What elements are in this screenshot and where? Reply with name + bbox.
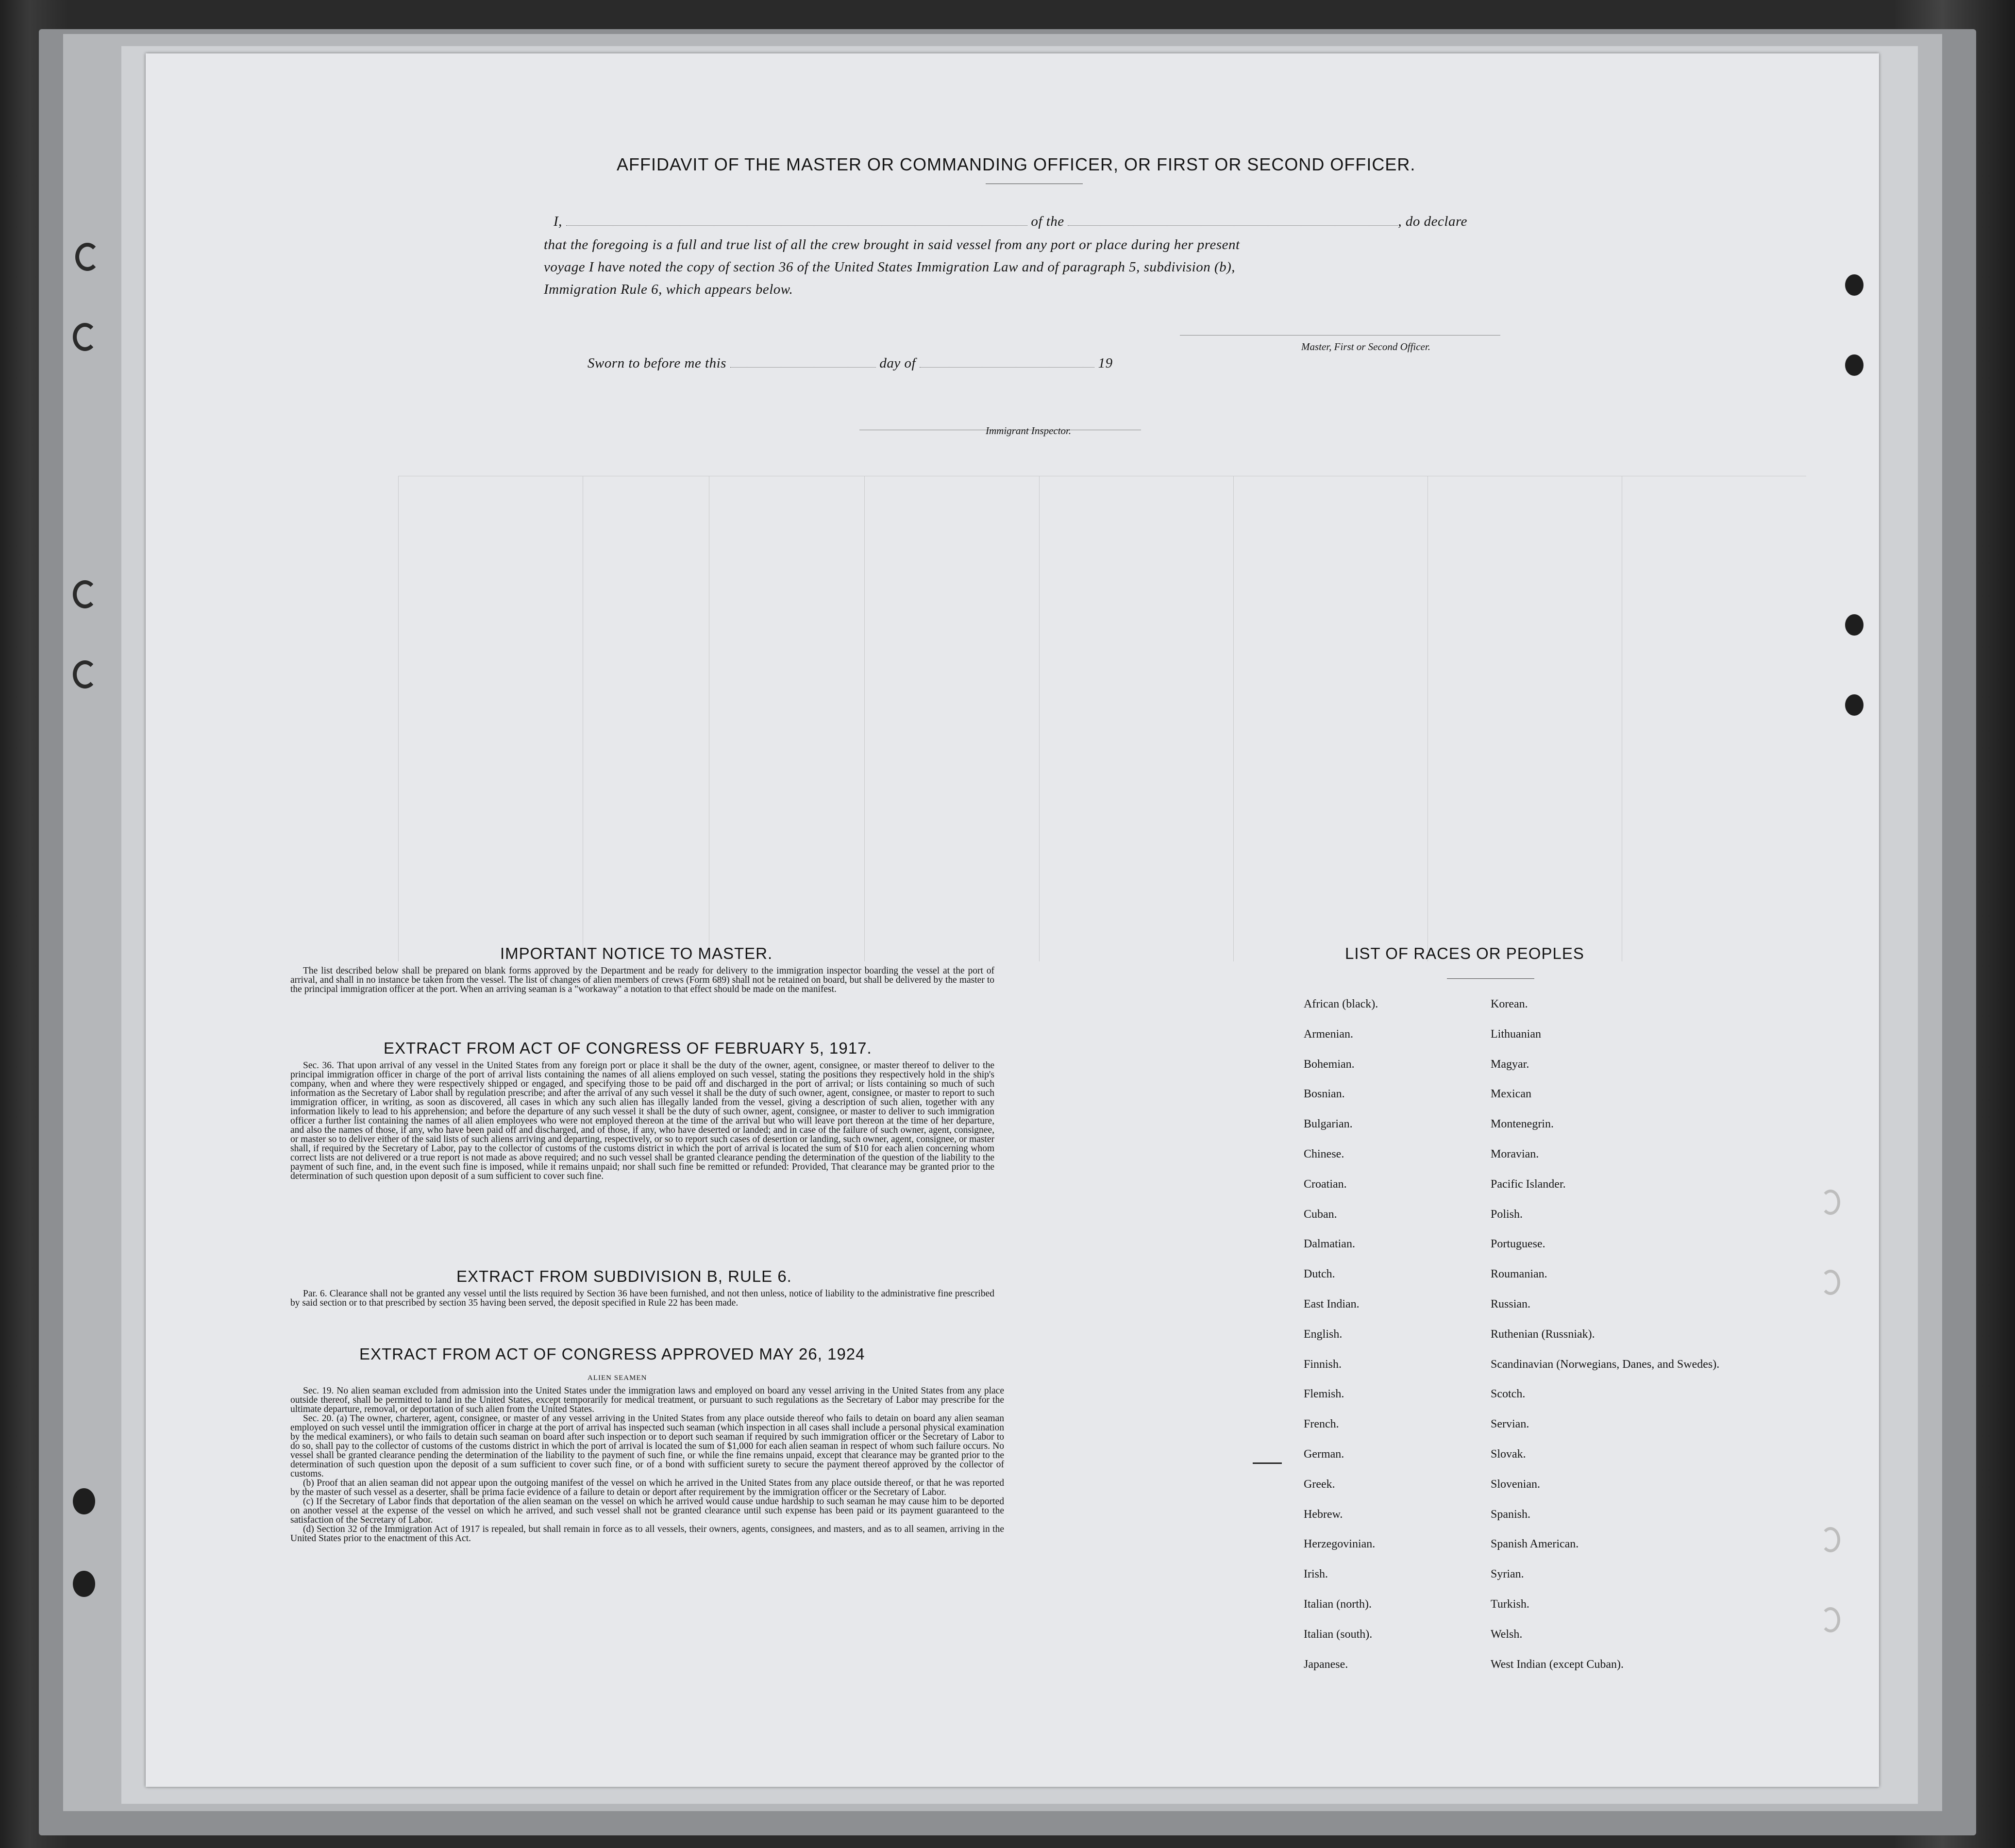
race-item: Irish.: [1304, 1568, 1328, 1581]
race-item: Bohemian.: [1304, 1058, 1355, 1071]
notice-title: IMPORTANT NOTICE TO MASTER.: [500, 944, 773, 962]
sworn-label: Sworn to before me this: [588, 355, 726, 371]
extract-1917-title: EXTRACT FROM ACT OF CONGRESS OF FEBRUARY 5, 1917.: [384, 1039, 872, 1057]
binder-hole: [73, 580, 97, 608]
affidavit-line-4: Immigration Rule 6, which appears below.: [544, 282, 793, 297]
race-item: Slovak.: [1491, 1448, 1526, 1461]
binder-hole: [1845, 614, 1864, 636]
affidavit-line-3: voyage I have noted the copy of section 36 of the United States Immigration Law and of paragraph 5, subdivision (b),: [544, 259, 1236, 275]
race-item: Japanese.: [1304, 1658, 1348, 1671]
race-item: Scotch.: [1491, 1388, 1526, 1401]
race-item: Syrian.: [1491, 1568, 1524, 1581]
notice-paragraph: The list described below shall be prepared on blank forms approved by the Department and be ready for delivery to the immigration inspector boarding the vessel at the port of arrival, and shall in no instance be taken from the vessel. The list of changes of alien members of crews (Form 689) shall not be retained on board, but shall be delivered by the master to the principal immigration officer at the port. When an arriving seaman is a "workaway" a notation to that effect should be made on the manifest.: [290, 966, 994, 994]
race-item: Scandinavian (Norwegians, Danes, and Swedes).: [1491, 1358, 1720, 1371]
binder-hole: [1845, 694, 1864, 716]
affidavit-of-the: of the: [1031, 214, 1064, 229]
race-item: Bulgarian.: [1304, 1118, 1353, 1131]
race-item: East Indian.: [1304, 1298, 1360, 1310]
extract-1917-paragraph: Sec. 36. That upon arrival of any vessel in the United States from any foreign port or place it shall be the duty of the owner, agent, consignee, or master thereof to deliver to the principal immigration officer in charge of the port of arrival lists containing the names of all aliens employed on such vessel, stating the positions they respectively hold in the ship's company, when and where they were respectively shipped or engaged, and specifying those to be paid off and discharged in the port of arrival; or lists containing so much of such information as the Secretary of Labor shall by regulation prescribe; and after the arrival of any such vessel it shall be the duty of such owner, agent, consignee, or master to report to such immigration officer, in writing, as soon as discovered, all cases in which any such alien has illegally landed from the vessel, giving a description of such alien, together with any information likely to lead to his apprehension; and before the departure of any such vessel it shall be the duty of such owner, agent, consignee, or master to deliver to such immigration officer a further list containing the names of all alien employees who were not employed thereon at the time of the arrival but who will leave port thereon at the time of her departure, and also the names of those, if any, who have been paid off and discharged, and of those, if any, who have deserted or landed; and in case of the failure of such owner, agent, consignee, or master so to deliver either of the said lists of such aliens arriving and departing, respectively, or so to report such cases of desertion or landing, such owner, agent, consignee, or master shall, if required by the Secretary of Labor, pay to the collector of customs of the customs district in which the port of arrival is located the sum of $10 for each alien concerning whom correct lists are not delivered or a true report is not made as above required; and no such vessel shall be granted clearance pending the determination of the question of the liability to the payment of such fine, and, in the event such fine is imposed, while it remains unpaid; nor shall such fine be remitted or refunded: Provided, That clearance may be granted prior to the determination of such question upon deposit of a sum sufficient to cover such fine.: [290, 1060, 994, 1181]
race-item: English.: [1304, 1327, 1343, 1341]
extract-1924-text: [290, 1386, 1004, 1543]
extract-1924-title: EXTRACT FROM ACT OF CONGRESS APPROVED MAY 26, 1924: [359, 1345, 865, 1363]
extract-rule6-paragraph: Par. 6. Clearance shall not be granted any vessel until the lists required by Section 36 have been furnished, and not then unless, notice of liability to the administrative fine prescribed by said section or to that prescribed by section 35 having been served, the deposit specified in Rule 22 has been made.: [290, 1289, 994, 1308]
manifest-page: [146, 53, 1879, 1787]
ruled-line: [1233, 476, 1234, 961]
binder-hole: [75, 243, 100, 271]
race-item: Korean.: [1491, 998, 1528, 1010]
race-item: Lithuanian: [1491, 1027, 1541, 1041]
binder-hole: [1821, 1527, 1840, 1552]
race-item: Turkish.: [1491, 1598, 1529, 1611]
master-signature-label: Master, First or Second Officer.: [1301, 341, 1430, 353]
race-item: French.: [1304, 1418, 1339, 1431]
race-item: Flemish.: [1304, 1388, 1344, 1401]
divider: [1447, 978, 1534, 979]
ruled-line: [1427, 476, 1428, 961]
affidavit-line-2: that the foregoing is a full and true list of all the crew brought in said vessel from any port or place during her present: [544, 237, 1240, 252]
race-item: Ruthenian (Russniak).: [1491, 1327, 1595, 1341]
race-item: Spanish American.: [1491, 1538, 1579, 1551]
race-item: Moravian.: [1491, 1148, 1539, 1160]
race-item: Italian (north).: [1304, 1598, 1372, 1611]
race-item: Greek.: [1304, 1478, 1335, 1491]
race-item: Italian (south).: [1304, 1628, 1373, 1641]
race-item: Spanish.: [1491, 1508, 1531, 1521]
race-item: Chinese.: [1304, 1148, 1344, 1160]
races-title: LIST OF RACES OR PEOPLES: [1345, 944, 1584, 962]
binder-hole: [1821, 1190, 1840, 1215]
extract-1924-paragraph: (d) Section 32 of the Immigration Act of 1917 is repealed, but shall remain in force as to all vessels, their owners, agents, consignees, and masters, and as to all seamen, arriving in the United States prior to the enactment of this Act.: [290, 1524, 1004, 1544]
race-item: Dutch.: [1304, 1268, 1335, 1281]
race-item: Portuguese.: [1491, 1238, 1545, 1251]
extract-1924-subtitle: ALIEN SEAMEN: [588, 1374, 647, 1382]
race-item: Cuban.: [1304, 1208, 1337, 1221]
extract-1924-paragraph: Sec. 20. (a) The owner, charterer, agent, consignee, or master of any vessel arriving in the United States from any place outside thereof who fails to detain on board any alien seaman employed on such vessel until the immigration officer in charge at the port of arrival has inspected such seaman (which inspection in all cases shall include a personal physical examination by the medical examiners), or who fails to detain such seaman on board after such inspection or to deport such seaman if required by such immigration officer or the Secretary of Labor to do so, shall pay to the collector of customs of the customs district in which the port of arrival is located the sum of $1,000 for each alien seaman in respect of whom such failure occurs. No vessel shall be granted clearance pending the determination of the liability to the payment of such fine, or while the fine remains unpaid, except that clearance may be granted prior to the determination of such question upon the deposit of a sum sufficient to cover such fine, or of a bond with sufficient surety to secure the payment thereof approved by the collector of customs.: [290, 1413, 1004, 1479]
extract-rule6-text: [290, 1289, 994, 1308]
binder-hole: [73, 660, 97, 689]
year-label: 19: [1098, 355, 1113, 371]
binder-hole: [1845, 274, 1864, 296]
binder-hole: [73, 323, 97, 351]
race-item: Pacific Islander.: [1491, 1177, 1566, 1191]
race-item: Bosnian.: [1304, 1088, 1345, 1101]
race-item: Mexican: [1491, 1088, 1531, 1101]
race-item: Finnish.: [1304, 1358, 1342, 1371]
extract-1924-paragraph: (b) Proof that an alien seaman did not appear upon the outgoing manifest of the vessel on which he arrived in the United States from any place outside thereof, or that he was reported by the master of such vessel as a deserter, shall be prima facie evidence of a failure to detain or deport after requirement by the immigration officer or the Secretary of Labor.: [290, 1478, 1004, 1497]
ruled-line: [398, 476, 399, 961]
race-item: Montenegrin.: [1491, 1118, 1554, 1131]
binder-hole: [73, 1571, 95, 1597]
extract-1924-paragraph: Sec. 19. No alien seaman excluded from admission into the United States under the immigration laws and employed on board any vessel arriving in the United States from any place outside thereof, shall be permitted to land in the United States, except temporarily for medical treatment, or pursuant to such regulations as the Secretary of Labor may prescribe for the ultimate departure, removal, or deportation of such alien from the United States.: [290, 1386, 1004, 1414]
affidavit-do-declare: , do declare: [1398, 214, 1468, 229]
race-item: German.: [1304, 1448, 1344, 1461]
binder-hole: [1845, 354, 1864, 376]
race-item: Roumanian.: [1491, 1268, 1547, 1281]
extract-1924-paragraph: (c) If the Secretary of Labor finds that deportation of the alien seaman on the vessel on which he arrived would cause undue hardship to such seaman he may cause him to be deported on another vessel at the expense of the vessel on which he arrived, and such vessel shall not be granted clearance until such expense has been paid or its payment guaranteed to the satisfaction of the Secretary of Labor.: [290, 1496, 1004, 1525]
inspector-signature-label: Immigrant Inspector.: [986, 425, 1072, 437]
race-item: Magyar.: [1491, 1058, 1529, 1071]
notice-text: [290, 966, 994, 994]
affidavit-i-label: I,: [554, 214, 562, 229]
affidavit-title: AFFIDAVIT OF THE MASTER OR COMMANDING OFFICER, OR FIRST OR SECOND OFFICER.: [617, 154, 1416, 174]
ruled-line: [864, 476, 865, 961]
race-item: Welsh.: [1491, 1628, 1523, 1641]
vessel-blank[interactable]: [1068, 225, 1398, 226]
ruled-line: [1039, 476, 1040, 961]
race-item: Servian.: [1491, 1418, 1529, 1431]
signature-line: [1180, 335, 1500, 336]
race-item: Slovenian.: [1491, 1478, 1540, 1491]
marker-arrow: [1253, 1462, 1282, 1464]
race-item: Polish.: [1491, 1208, 1523, 1221]
binder-hole: [1821, 1270, 1840, 1295]
month-blank[interactable]: [920, 367, 1094, 368]
name-blank[interactable]: [566, 225, 1027, 226]
race-item: African (black).: [1304, 998, 1378, 1010]
race-item: West Indian (except Cuban).: [1491, 1658, 1624, 1671]
race-item: Dalmatian.: [1304, 1238, 1355, 1251]
binder-hole: [73, 1488, 95, 1514]
race-item: Armenian.: [1304, 1027, 1353, 1041]
extract-1917-text: [290, 1061, 994, 1181]
race-item: Herzegovinian.: [1304, 1538, 1376, 1551]
race-item: Croatian.: [1304, 1177, 1347, 1191]
affidavit-line-1: [554, 214, 1467, 230]
sworn-line: [588, 355, 1113, 371]
day-blank[interactable]: [730, 367, 876, 368]
binder-hole: [1821, 1607, 1840, 1632]
day-of-label: day of: [879, 355, 916, 371]
race-item: Russian.: [1491, 1298, 1531, 1310]
race-item: Hebrew.: [1304, 1508, 1343, 1521]
extract-rule6-title: EXTRACT FROM SUBDIVISION B, RULE 6.: [456, 1267, 792, 1285]
